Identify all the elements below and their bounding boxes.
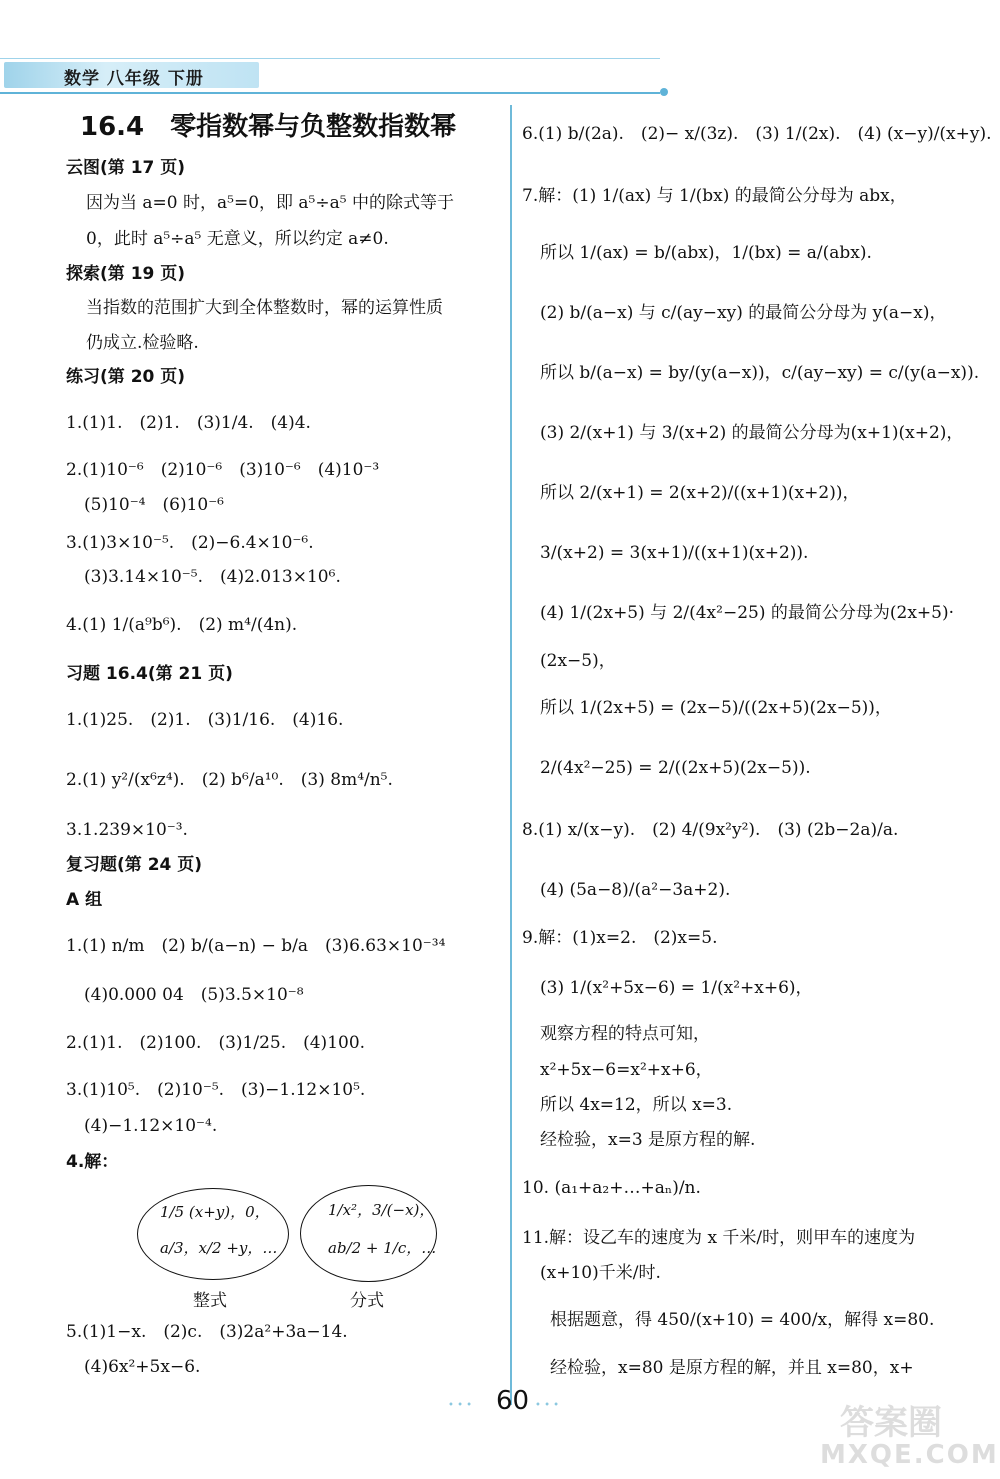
xiti-answer-1: 1.(1)25. (2)1. (3)1/16. (4)16.: [66, 710, 344, 730]
yuntu-para-1: 因为当 a=0 时，a⁵=0，即 a⁵÷a⁵ 中的除式等于: [86, 193, 454, 213]
oval2-line1: 1/x²，3/(−x)，: [328, 1201, 435, 1219]
answer-7-line2: 所以 1/(ax) = b/(abx)，1/(bx) = a/(abx).: [540, 243, 872, 263]
header-dot: [660, 88, 668, 96]
header-rule: [0, 92, 660, 94]
a-answer-3b: (4)−1.12×10⁻⁴.: [84, 1116, 218, 1136]
xiti-heading: 习题 16.4(第 21 页): [66, 664, 233, 684]
lianxi-answer-4: 4.(1) 1/(a⁹b⁶). (2) m⁴/(4n).: [66, 615, 298, 635]
group-a-label: A 组: [66, 890, 103, 910]
watermark-logo: 答案圈: [840, 1403, 942, 1443]
oval2-line2: ab/2 + 1/c，…: [328, 1239, 437, 1257]
a-answer-1b: (4)0.000 04 (5)3.5×10⁻⁸: [84, 985, 304, 1005]
page-number: 60: [496, 1386, 530, 1416]
lianxi-answer-3a: 3.(1)3×10⁻⁵. (2)−6.4×10⁻⁶.: [66, 533, 314, 553]
column-divider: [510, 105, 512, 1405]
yuntu-para-2: 0，此时 a⁵÷a⁵ 无意义，所以约定 a≠0.: [86, 229, 389, 249]
a-answer-4: 4.解：: [66, 1152, 119, 1172]
answer-7-line5: (3) 2/(x+1) 与 3/(x+2) 的最简公分母为(x+1)(x+2)，: [540, 423, 964, 443]
lianxi-answer-1: 1.(1)1. (2)1. (3)1/4. (4)4.: [66, 413, 311, 433]
answer-9-line2: (3) 1/(x²+5x−6) = 1/(x²+x+6)，: [540, 978, 813, 998]
a-answer-5a: 5.(1)1−x. (2)c. (3)2a²+3a−14.: [66, 1322, 348, 1342]
yuntu-heading: 云图(第 17 页): [66, 158, 186, 178]
answer-11-line3: 根据题意，得 450/(x+10) = 400/x，解得 x=80.: [550, 1310, 935, 1330]
xiti-answer-3: 3.1.239×10⁻³.: [66, 820, 188, 840]
a-answer-2: 2.(1)1. (2)100. (3)1/25. (4)100.: [66, 1033, 366, 1053]
answer-9-line4: x²+5x−6=x²+x+6，: [540, 1060, 713, 1080]
answer-9-line6: 经检验，x=3 是原方程的解.: [540, 1130, 756, 1150]
header-top-line: [0, 58, 660, 59]
answer-9-line3: 观察方程的特点可知，: [540, 1024, 710, 1044]
answer-7-line8: (4) 1/(2x+5) 与 2/(4x²−25) 的最简公分母为(2x+5)·: [540, 603, 955, 623]
tansuo-heading: 探索(第 19 页): [66, 264, 186, 284]
answer-7-line10: 所以 1/(2x+5) = (2x−5)/((2x+5)(2x−5))，: [540, 698, 892, 718]
watermark-url: MXQE.COM: [820, 1440, 999, 1470]
fuxi-heading: 复习题(第 24 页): [66, 855, 203, 875]
header-title: 数学 八年级 下册: [64, 69, 204, 89]
answer-11-line1: 11.解：设乙车的速度为 x 千米/时，则甲车的速度为: [522, 1228, 916, 1248]
answer-11-line2: (x+10)千米/时.: [540, 1263, 661, 1283]
answer-11-line4: 经检验，x=80 是原方程的解，并且 x=80，x+: [550, 1358, 914, 1378]
answer-7-line7: 3/(x+2) = 3(x+1)/((x+1)(x+2)).: [540, 543, 809, 563]
answer-8b: (4) (5a−8)/(a²−3a+2).: [540, 880, 731, 900]
oval1-line2: a/3，x/2 +y，…: [160, 1239, 278, 1257]
answer-7-line1: 7.解：(1) 1/(ax) 与 1/(bx) 的最简公分母为 abx，: [522, 186, 907, 206]
tansuo-para-1: 当指数的范围扩大到全体整数时，幂的运算性质: [86, 298, 443, 318]
section-title: 16.4 零指数幂与负整数指数幂: [80, 112, 457, 142]
oval1-line1: 1/5 (x+y)，0，: [160, 1203, 270, 1221]
answer-6: 6.(1) b/(2a). (2)− x/(3z). (3) 1/(2x). (4) (x−y)/(x+y).: [522, 124, 992, 144]
answer-7-line3: (2) b/(a−x) 与 c/(ay−xy) 的最简公分母为 y(a−x)，: [540, 303, 947, 323]
lianxi-heading: 练习(第 20 页): [66, 367, 186, 387]
lianxi-answer-2b: (5)10⁻⁴ (6)10⁻⁶: [84, 495, 225, 515]
a-answer-5b: (4)6x²+5x−6.: [84, 1357, 201, 1377]
footer-ornament-right: • • •: [535, 1400, 560, 1411]
a-answer-1a: 1.(1) n/m (2) b/(a−n) − b/a (3)6.63×10⁻³⁴: [66, 936, 446, 956]
xiti-answer-2: 2.(1) y²/(x⁶z⁴). (2) b⁶/a¹⁰. (3) 8m⁴/n⁵.: [66, 770, 393, 790]
answer-7-line9: (2x−5)，: [540, 651, 616, 671]
answer-9-line1: 9.解：(1)x=2. (2)x=5.: [522, 928, 718, 948]
lianxi-answer-2a: 2.(1)10⁻⁶ (2)10⁻⁶ (3)10⁻⁶ (4)10⁻³: [66, 460, 380, 480]
caption-fraction: 分式: [350, 1291, 384, 1311]
footer-ornament-left: • • •: [448, 1400, 473, 1411]
answer-8a: 8.(1) x/(x−y). (2) 4/(9x²y²). (3) (2b−2a)/a.: [522, 820, 899, 840]
lianxi-answer-3b: (3)3.14×10⁻⁵. (4)2.013×10⁶.: [84, 567, 341, 587]
a-answer-3a: 3.(1)10⁵. (2)10⁻⁵. (3)−1.12×10⁵.: [66, 1080, 366, 1100]
caption-integer: 整式: [193, 1291, 227, 1311]
answer-7-line11: 2/(4x²−25) = 2/((2x+5)(2x−5)).: [540, 758, 811, 778]
answer-10: 10. (a₁+a₂+…+aₙ)/n.: [522, 1178, 701, 1198]
answer-7-line4: 所以 b/(a−x) = by/(y(a−x))，c/(ay−xy) = c/(y(a−x)).: [540, 363, 980, 383]
answer-7-line6: 所以 2/(x+1) = 2(x+2)/((x+1)(x+2))，: [540, 483, 860, 503]
tansuo-para-2: 仍成立.检验略.: [86, 333, 199, 353]
answer-9-line5: 所以 4x=12，所以 x=3.: [540, 1095, 733, 1115]
